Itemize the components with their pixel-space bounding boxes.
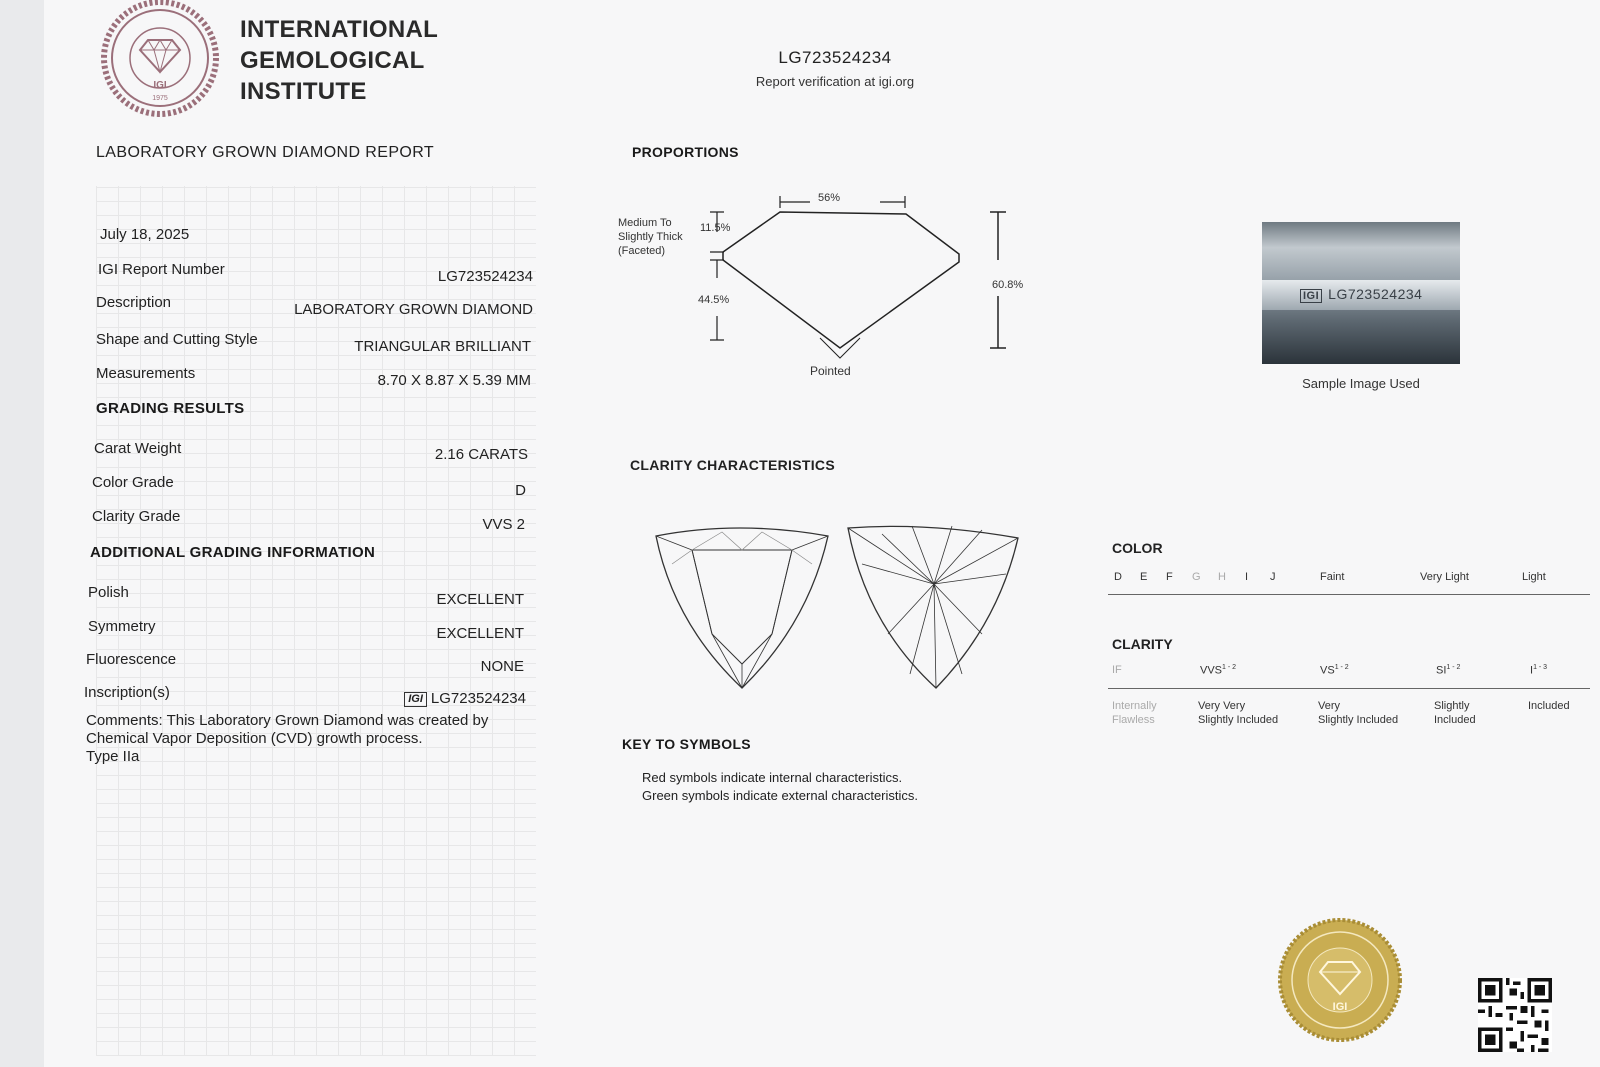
svg-text:IGI: IGI bbox=[153, 80, 167, 91]
brand-line-1: INTERNATIONAL bbox=[240, 16, 439, 43]
clarity-grade-si-code: SI bbox=[1436, 664, 1447, 677]
igi-seal-logo bbox=[96, 0, 224, 118]
clarity-desc-if-1: Internally bbox=[1112, 700, 1157, 712]
qr-code[interactable] bbox=[1478, 978, 1552, 1052]
clarity-grade-i-sup: 1 - 3 bbox=[1533, 664, 1548, 671]
svg-text:IGI: IGI bbox=[1332, 1001, 1348, 1013]
color-grade-i: I bbox=[1245, 571, 1249, 583]
igi-inscription-icon: IGI bbox=[404, 692, 427, 707]
clarity-desc-vs-2: Slightly Included bbox=[1318, 714, 1399, 726]
header-report-number: LG723524234 bbox=[778, 48, 892, 67]
additional-info-title: ADDITIONAL GRADING INFORMATION bbox=[90, 544, 376, 561]
field-value-color: D bbox=[515, 482, 526, 499]
clarity-desc-vs bbox=[1318, 699, 1398, 727]
clarity-desc-vvs-2: Slightly Included bbox=[1198, 714, 1279, 726]
field-value-inscription bbox=[300, 690, 526, 707]
igi-gold-seal-icon bbox=[1278, 918, 1402, 1042]
clarity-desc-si-1: Slightly bbox=[1434, 700, 1470, 712]
color-grade-j: J bbox=[1270, 571, 1276, 583]
field-value-description: LABORATORY GROWN DIAMOND bbox=[294, 301, 533, 318]
pavilion-view-diagram bbox=[848, 526, 1018, 688]
clarity-grade-si-sup: 1 - 2 bbox=[1446, 664, 1461, 671]
girdle-line-3: (Faceted) bbox=[618, 245, 666, 257]
field-value-carat: 2.16 CARATS bbox=[434, 446, 528, 463]
color-range-very-light: Very Light bbox=[1420, 571, 1469, 583]
clarity-desc-vvs bbox=[1198, 699, 1278, 727]
color-grade-h: H bbox=[1218, 571, 1226, 583]
color-grade-f: F bbox=[1166, 571, 1173, 583]
proportion-table: 56% bbox=[817, 192, 841, 204]
proportions-title: PROPORTIONS bbox=[632, 144, 739, 160]
color-grade-d: D bbox=[1114, 571, 1122, 583]
clarity-desc-si-2: Included bbox=[1434, 714, 1476, 726]
grading-results-title: GRADING RESULTS bbox=[96, 400, 245, 417]
clarity-grade-if: IF bbox=[1112, 664, 1122, 676]
clarity-grade-si bbox=[1436, 664, 1460, 677]
clarity-desc-i-1: Included bbox=[1528, 700, 1570, 712]
field-label-fluorescence: Fluorescence bbox=[86, 651, 177, 668]
sample-image-number: LG723524234 bbox=[1328, 286, 1423, 302]
sample-image-logo: IGI bbox=[1300, 289, 1322, 303]
color-grade-e: E bbox=[1140, 571, 1148, 583]
field-label-clarity: Clarity Grade bbox=[92, 508, 181, 525]
sample-caption: Sample Image Used bbox=[1302, 376, 1420, 391]
crown-view-diagram bbox=[656, 528, 828, 688]
field-value-clarity: VVS 2 bbox=[482, 516, 525, 533]
field-label-polish: Polish bbox=[88, 584, 129, 601]
color-scale-rule bbox=[1108, 594, 1590, 595]
field-label-measurements: Measurements bbox=[96, 365, 196, 382]
clarity-scale-title: CLARITY bbox=[1112, 636, 1173, 652]
field-label-color: Color Grade bbox=[92, 474, 174, 491]
clarity-grade-i-code: I bbox=[1530, 664, 1534, 677]
girdle-line-2: Slightly Thick bbox=[618, 231, 683, 243]
color-range-light: Light bbox=[1522, 571, 1546, 583]
clarity-desc-si bbox=[1434, 699, 1476, 727]
key-red-symbols: Red symbols indicate internal characteristics. bbox=[642, 770, 903, 785]
brand-line-2: GEMOLOGICAL bbox=[240, 47, 425, 74]
report-title: LABORATORY GROWN DIAMOND REPORT bbox=[96, 144, 435, 161]
key-green-symbols: Green symbols indicate external characteristics. bbox=[642, 788, 919, 803]
field-label-carat: Carat Weight bbox=[94, 440, 182, 457]
clarity-grade-vvs-code: VVS bbox=[1200, 664, 1223, 677]
svg-text:1975: 1975 bbox=[152, 95, 168, 102]
clarity-grade-i bbox=[1530, 664, 1547, 677]
key-to-symbols-title: KEY TO SYMBOLS bbox=[622, 736, 751, 752]
clarity-grade-vs-code: VS bbox=[1320, 664, 1335, 677]
proportion-depth: 60.8% bbox=[992, 279, 1024, 291]
field-label-shape: Shape and Cutting Style bbox=[96, 331, 258, 348]
girdle-line-1: Medium To bbox=[618, 217, 672, 229]
field-value-polish: EXCELLENT bbox=[436, 591, 524, 608]
clarity-scale-rule bbox=[1108, 688, 1590, 689]
brand-line-3: INSTITUTE bbox=[240, 78, 367, 105]
clarity-characteristics-title: CLARITY CHARACTERISTICS bbox=[630, 457, 835, 473]
proportion-culet: Pointed bbox=[810, 364, 851, 378]
field-label-symmetry: Symmetry bbox=[88, 618, 156, 635]
field-label-inscription: Inscription(s) bbox=[84, 684, 170, 701]
header-verification[interactable]: Report verification at igi.org bbox=[755, 74, 915, 89]
inscription-number: LG723524234 bbox=[430, 690, 526, 707]
clarity-desc-if bbox=[1112, 699, 1157, 727]
clarity-grade-vvs bbox=[1200, 664, 1236, 677]
clarity-desc-vs-1: Very bbox=[1318, 700, 1341, 712]
proportion-girdle bbox=[618, 216, 683, 258]
color-scale-title: COLOR bbox=[1112, 540, 1163, 556]
field-value-symmetry: EXCELLENT bbox=[436, 625, 524, 642]
clarity-desc-i bbox=[1528, 699, 1570, 713]
clarity-grade-vs-sup: 1 - 2 bbox=[1334, 664, 1349, 671]
field-label-description: Description bbox=[96, 294, 172, 311]
sample-image-text bbox=[1300, 286, 1422, 302]
sample-image bbox=[1262, 222, 1460, 364]
diamond-type: Type IIa bbox=[86, 748, 140, 765]
color-range-faint: Faint bbox=[1320, 571, 1345, 583]
field-value-report-number: LG723524234 bbox=[437, 268, 533, 285]
field-label-report-number: IGI Report Number bbox=[98, 261, 225, 278]
field-value-shape: TRIANGULAR BRILLIANT bbox=[354, 338, 531, 355]
clarity-grade-vs bbox=[1320, 664, 1349, 677]
field-value-fluorescence: NONE bbox=[480, 658, 524, 675]
field-value-measurements: 8.70 X 8.87 X 5.39 MM bbox=[377, 372, 531, 389]
color-grade-g: G bbox=[1192, 571, 1201, 583]
clarity-grade-vvs-sup: 1 - 2 bbox=[1222, 664, 1237, 671]
brand-name bbox=[240, 14, 438, 107]
clarity-desc-if-2: Flawless bbox=[1112, 714, 1155, 726]
comments-block bbox=[86, 712, 526, 766]
proportion-crown: 11.5% bbox=[700, 222, 731, 234]
proportions-diagram bbox=[700, 180, 1030, 380]
proportion-pavilion: 44.5% bbox=[698, 294, 730, 306]
report-date: July 18, 2025 bbox=[100, 226, 190, 243]
clarity-plot-diagrams bbox=[652, 524, 1032, 694]
comments-text: Comments: This Laboratory Grown Diamond was created by Chemical Vapor Deposition (CVD) growth process. bbox=[86, 712, 489, 747]
clarity-desc-vvs-1: Very Very bbox=[1198, 700, 1246, 712]
